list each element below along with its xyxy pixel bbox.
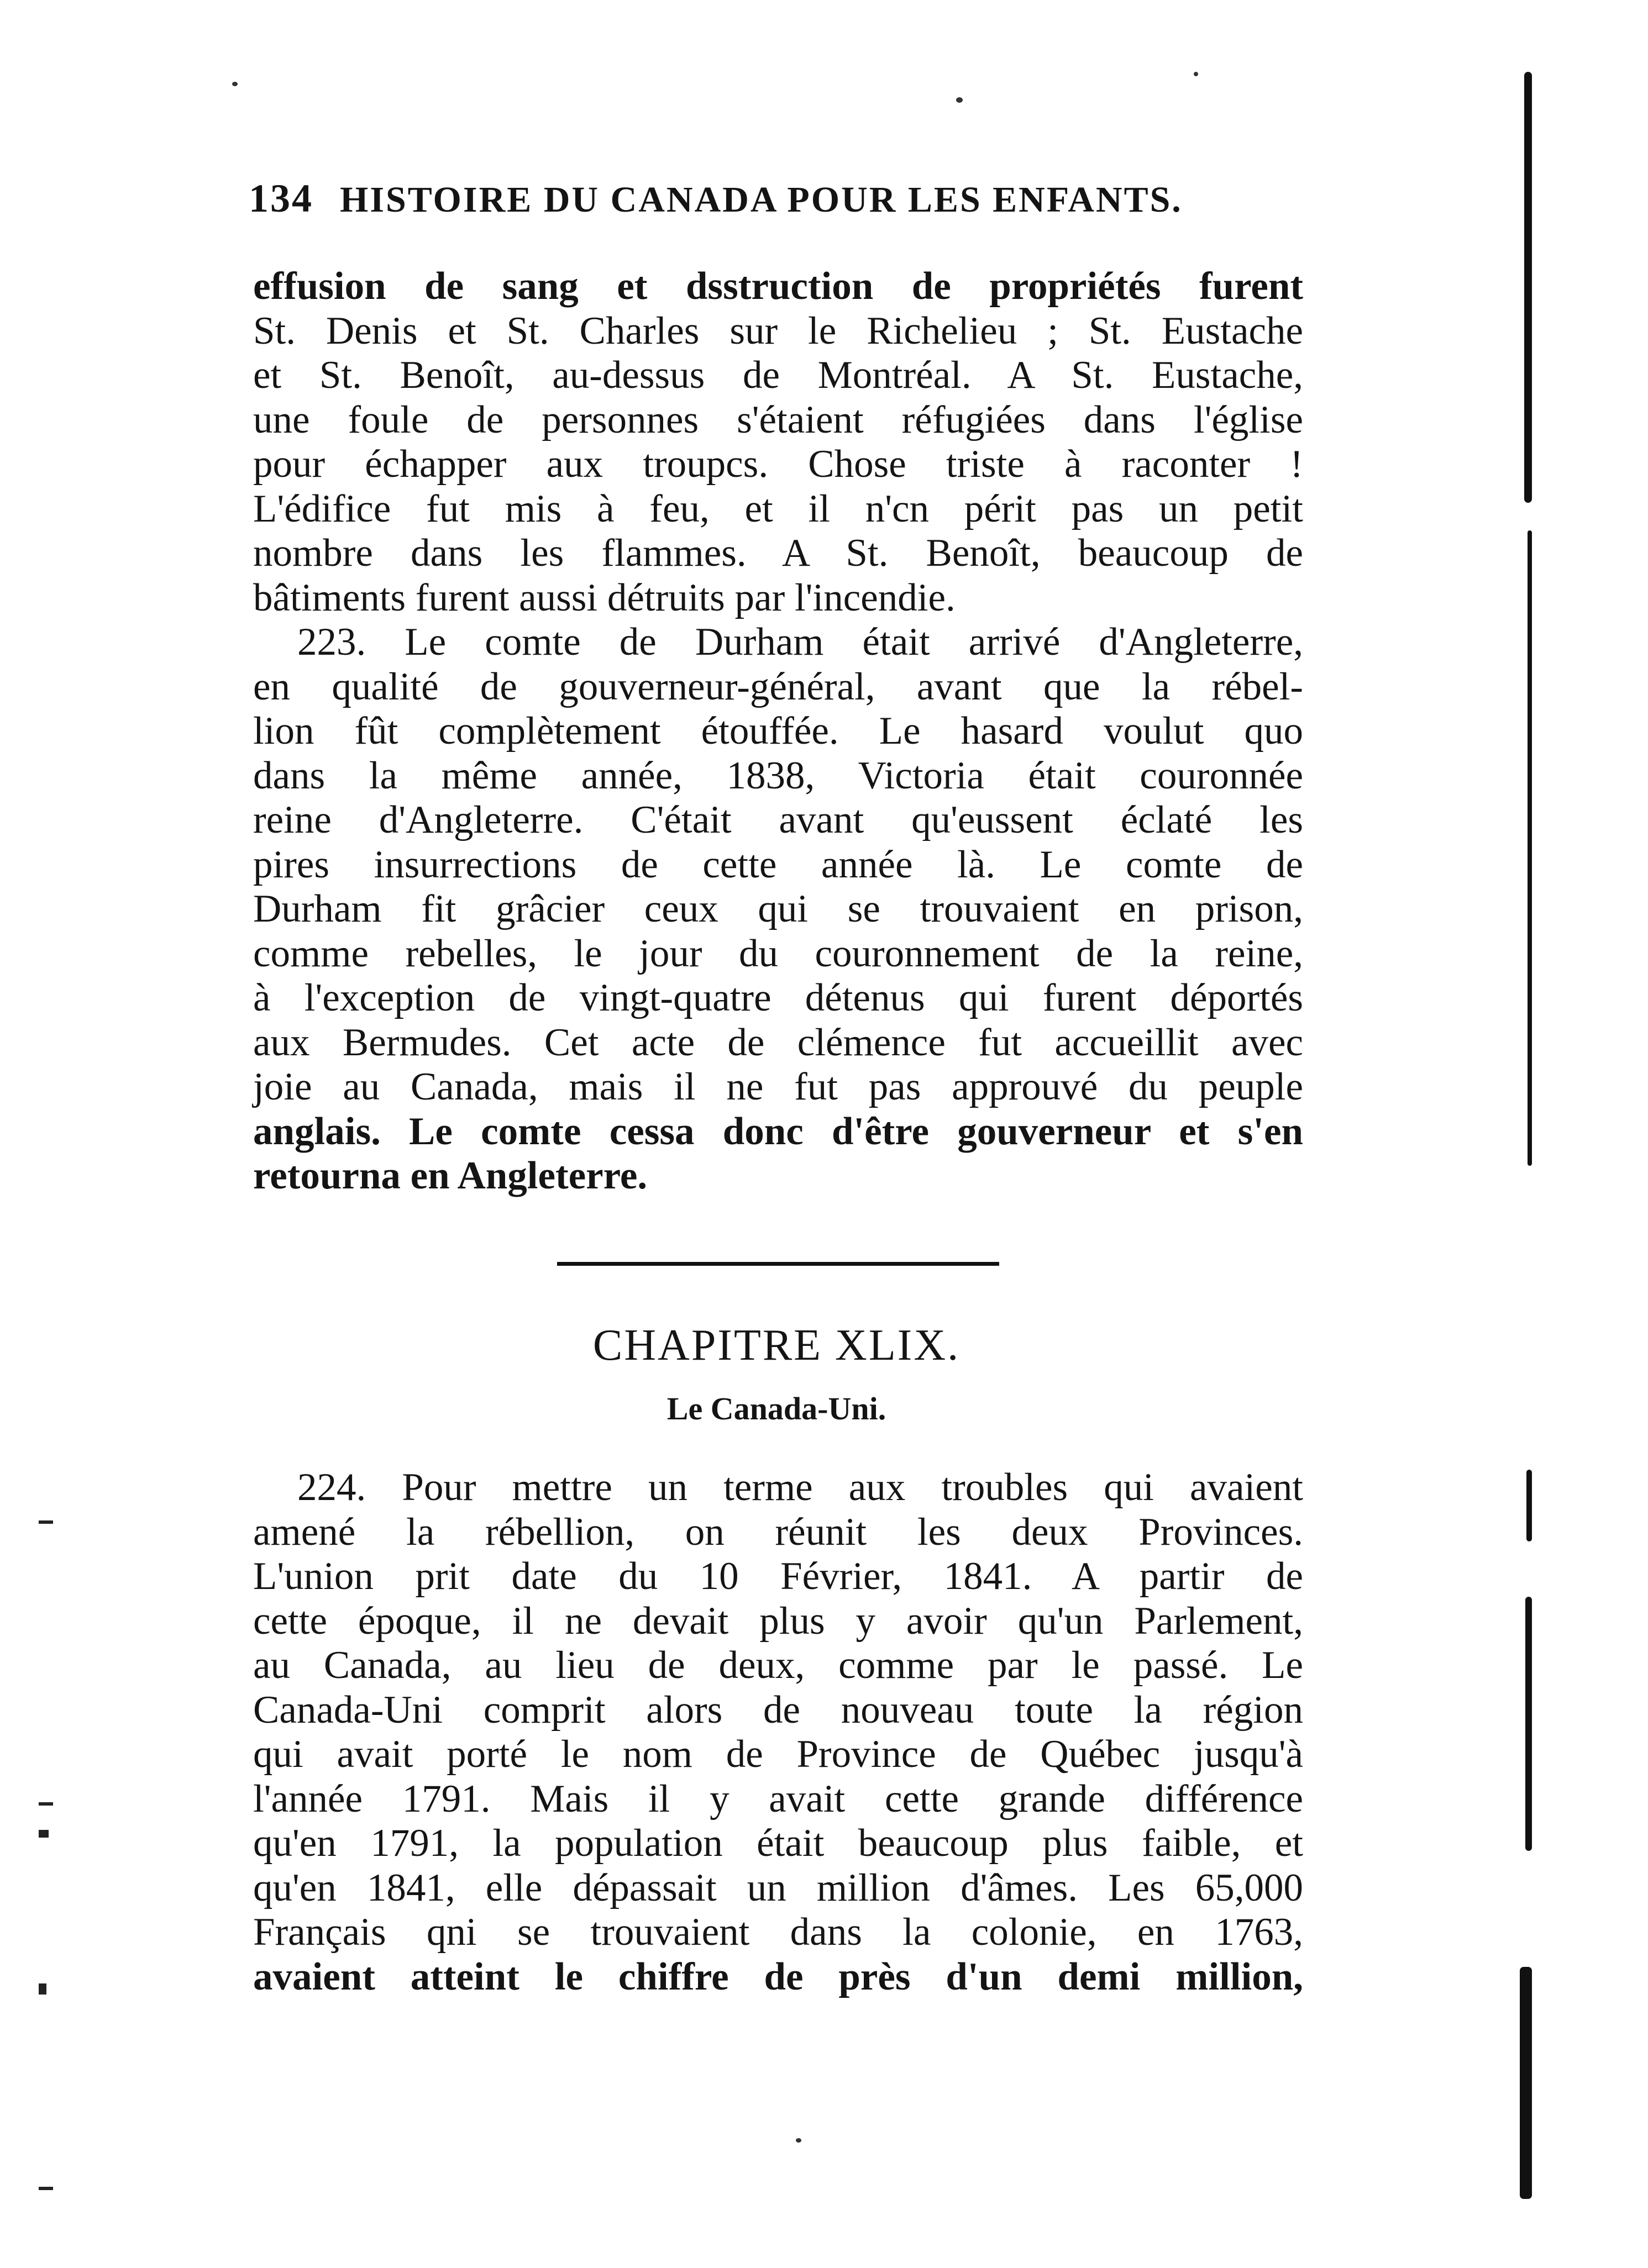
- text-line: Durham fit grâcier ceux qui se trouvaient en prison,: [253, 887, 1303, 930]
- text-line: reine d'Angleterre. C'était avant qu'eussent éclaté les: [253, 798, 1303, 841]
- running-head-title: HISTOIRE DU CANADA POUR LES ENFANTS.: [340, 180, 1183, 220]
- scan-edge-mark: [1520, 1967, 1532, 2199]
- text-line: une foule de personnes s'étaient réfugiées dans l'église: [253, 398, 1303, 441]
- text-line: dans la même année, 1838, Victoria était couronnée: [253, 754, 1303, 797]
- text-line: qu'en 1841, elle dépassait un million d'âmes. Les 65,000: [253, 1866, 1303, 1909]
- text-line: Français qni se trouvaient dans la colonie, en 1763,: [253, 1911, 1303, 1954]
- text-line: pour échapper aux troupcs. Chose triste à raconter !: [253, 443, 1303, 486]
- text-line: retourna en Angleterre.: [253, 1154, 648, 1197]
- text-line: lion fût complètement étouffée. Le hasard voulut quo: [253, 709, 1303, 753]
- text-line: amené la rébellion, on réunit les deux Provinces.: [253, 1510, 1303, 1554]
- text-line: à l'exception de vingt-quatre détenus qui furent déportés: [253, 976, 1303, 1019]
- text-line: en qualité de gouverneur-général, avant que la rébel-: [253, 665, 1303, 708]
- scan-edge-mark: [39, 1802, 53, 1806]
- text-line: bâtiments furent aussi détruits par l'incendie.: [253, 576, 956, 619]
- chapter-subtitle: Le Canada-Uni.: [666, 1391, 886, 1427]
- chapter-title: CHAPITRE XLIX.: [592, 1321, 961, 1370]
- text-line: comme rebelles, le jour du couronnement de la reine,: [253, 932, 1303, 975]
- paragraph-223: [253, 620, 1303, 1198]
- scan-edge-mark: [1525, 1597, 1532, 1851]
- scan-speck: [232, 82, 238, 86]
- text-line: joie au Canada, mais il ne fut pas approuvé du peuple: [253, 1065, 1303, 1108]
- text-line: 223. Le comte de Durham était arrivé d'Angleterre,: [297, 620, 1303, 664]
- text-line: aux Bermudes. Cet acte de clémence fut accueillit avec: [253, 1020, 1303, 1064]
- text-line: qu'en 1791, la population était beaucoup plus faible, et: [253, 1822, 1303, 1865]
- paragraph-continuation: [253, 264, 1303, 620]
- text-line: Canada-Uni comprit alors de nouveau toute la région: [253, 1688, 1303, 1732]
- text-line: et St. Benoît, au-dessus de Montréal. A St. Eustache,: [253, 354, 1303, 397]
- scan-edge-mark: [1524, 72, 1532, 503]
- section-rule: [557, 1262, 999, 1266]
- text-line: qui avait porté le nom de Province de Québec jusqu'à: [253, 1733, 1303, 1776]
- text-line: pires insurrections de cette année là. Le comte de: [253, 843, 1303, 886]
- text-line: L'union prit date du 10 Février, 1841. A partir de: [253, 1555, 1303, 1598]
- text-line: au Canada, au lieu de deux, comme par le passé. Le: [253, 1644, 1303, 1687]
- text-line: cette époque, il ne devait plus y avoir qu'un Parlement,: [253, 1599, 1303, 1643]
- text-line: nombre dans les flammes. A St. Benoît, beaucoup de: [253, 532, 1303, 575]
- text-line: St. Denis et St. Charles sur le Richelieu ; St. Eustache: [253, 309, 1303, 352]
- text-line: 224. Pour mettre un terme aux troubles qui avaient: [297, 1466, 1303, 1509]
- scan-speck: [796, 2138, 801, 2143]
- running-head: [249, 176, 1343, 222]
- text-line: effusion de sang et dsstruction de propriétés furent: [253, 265, 1303, 308]
- scan-speck: [956, 97, 963, 103]
- text-line: l'année 1791. Mais il y avait cette grande différence: [253, 1777, 1303, 1820]
- scan-edge-mark: [39, 1983, 46, 1995]
- scan-edge-mark: [1528, 530, 1532, 1166]
- paragraph-224: [253, 1465, 1303, 1999]
- text-line: avaient atteint le chiffre de près d'un demi million,: [253, 1955, 1303, 1998]
- text-line: L'édifice fut mis à feu, et il n'cn périt pas un petit: [253, 487, 1303, 530]
- scan-edge-mark: [39, 1520, 53, 1524]
- page-number: 134: [249, 176, 313, 220]
- scan-edge-mark: [39, 1830, 49, 1838]
- text-line: anglais. Le comte cessa donc d'être gouverneur et s'en: [253, 1109, 1303, 1153]
- scan-edge-mark: [39, 2187, 53, 2190]
- scan-speck: [1194, 72, 1198, 76]
- scan-edge-mark: [1526, 1470, 1532, 1541]
